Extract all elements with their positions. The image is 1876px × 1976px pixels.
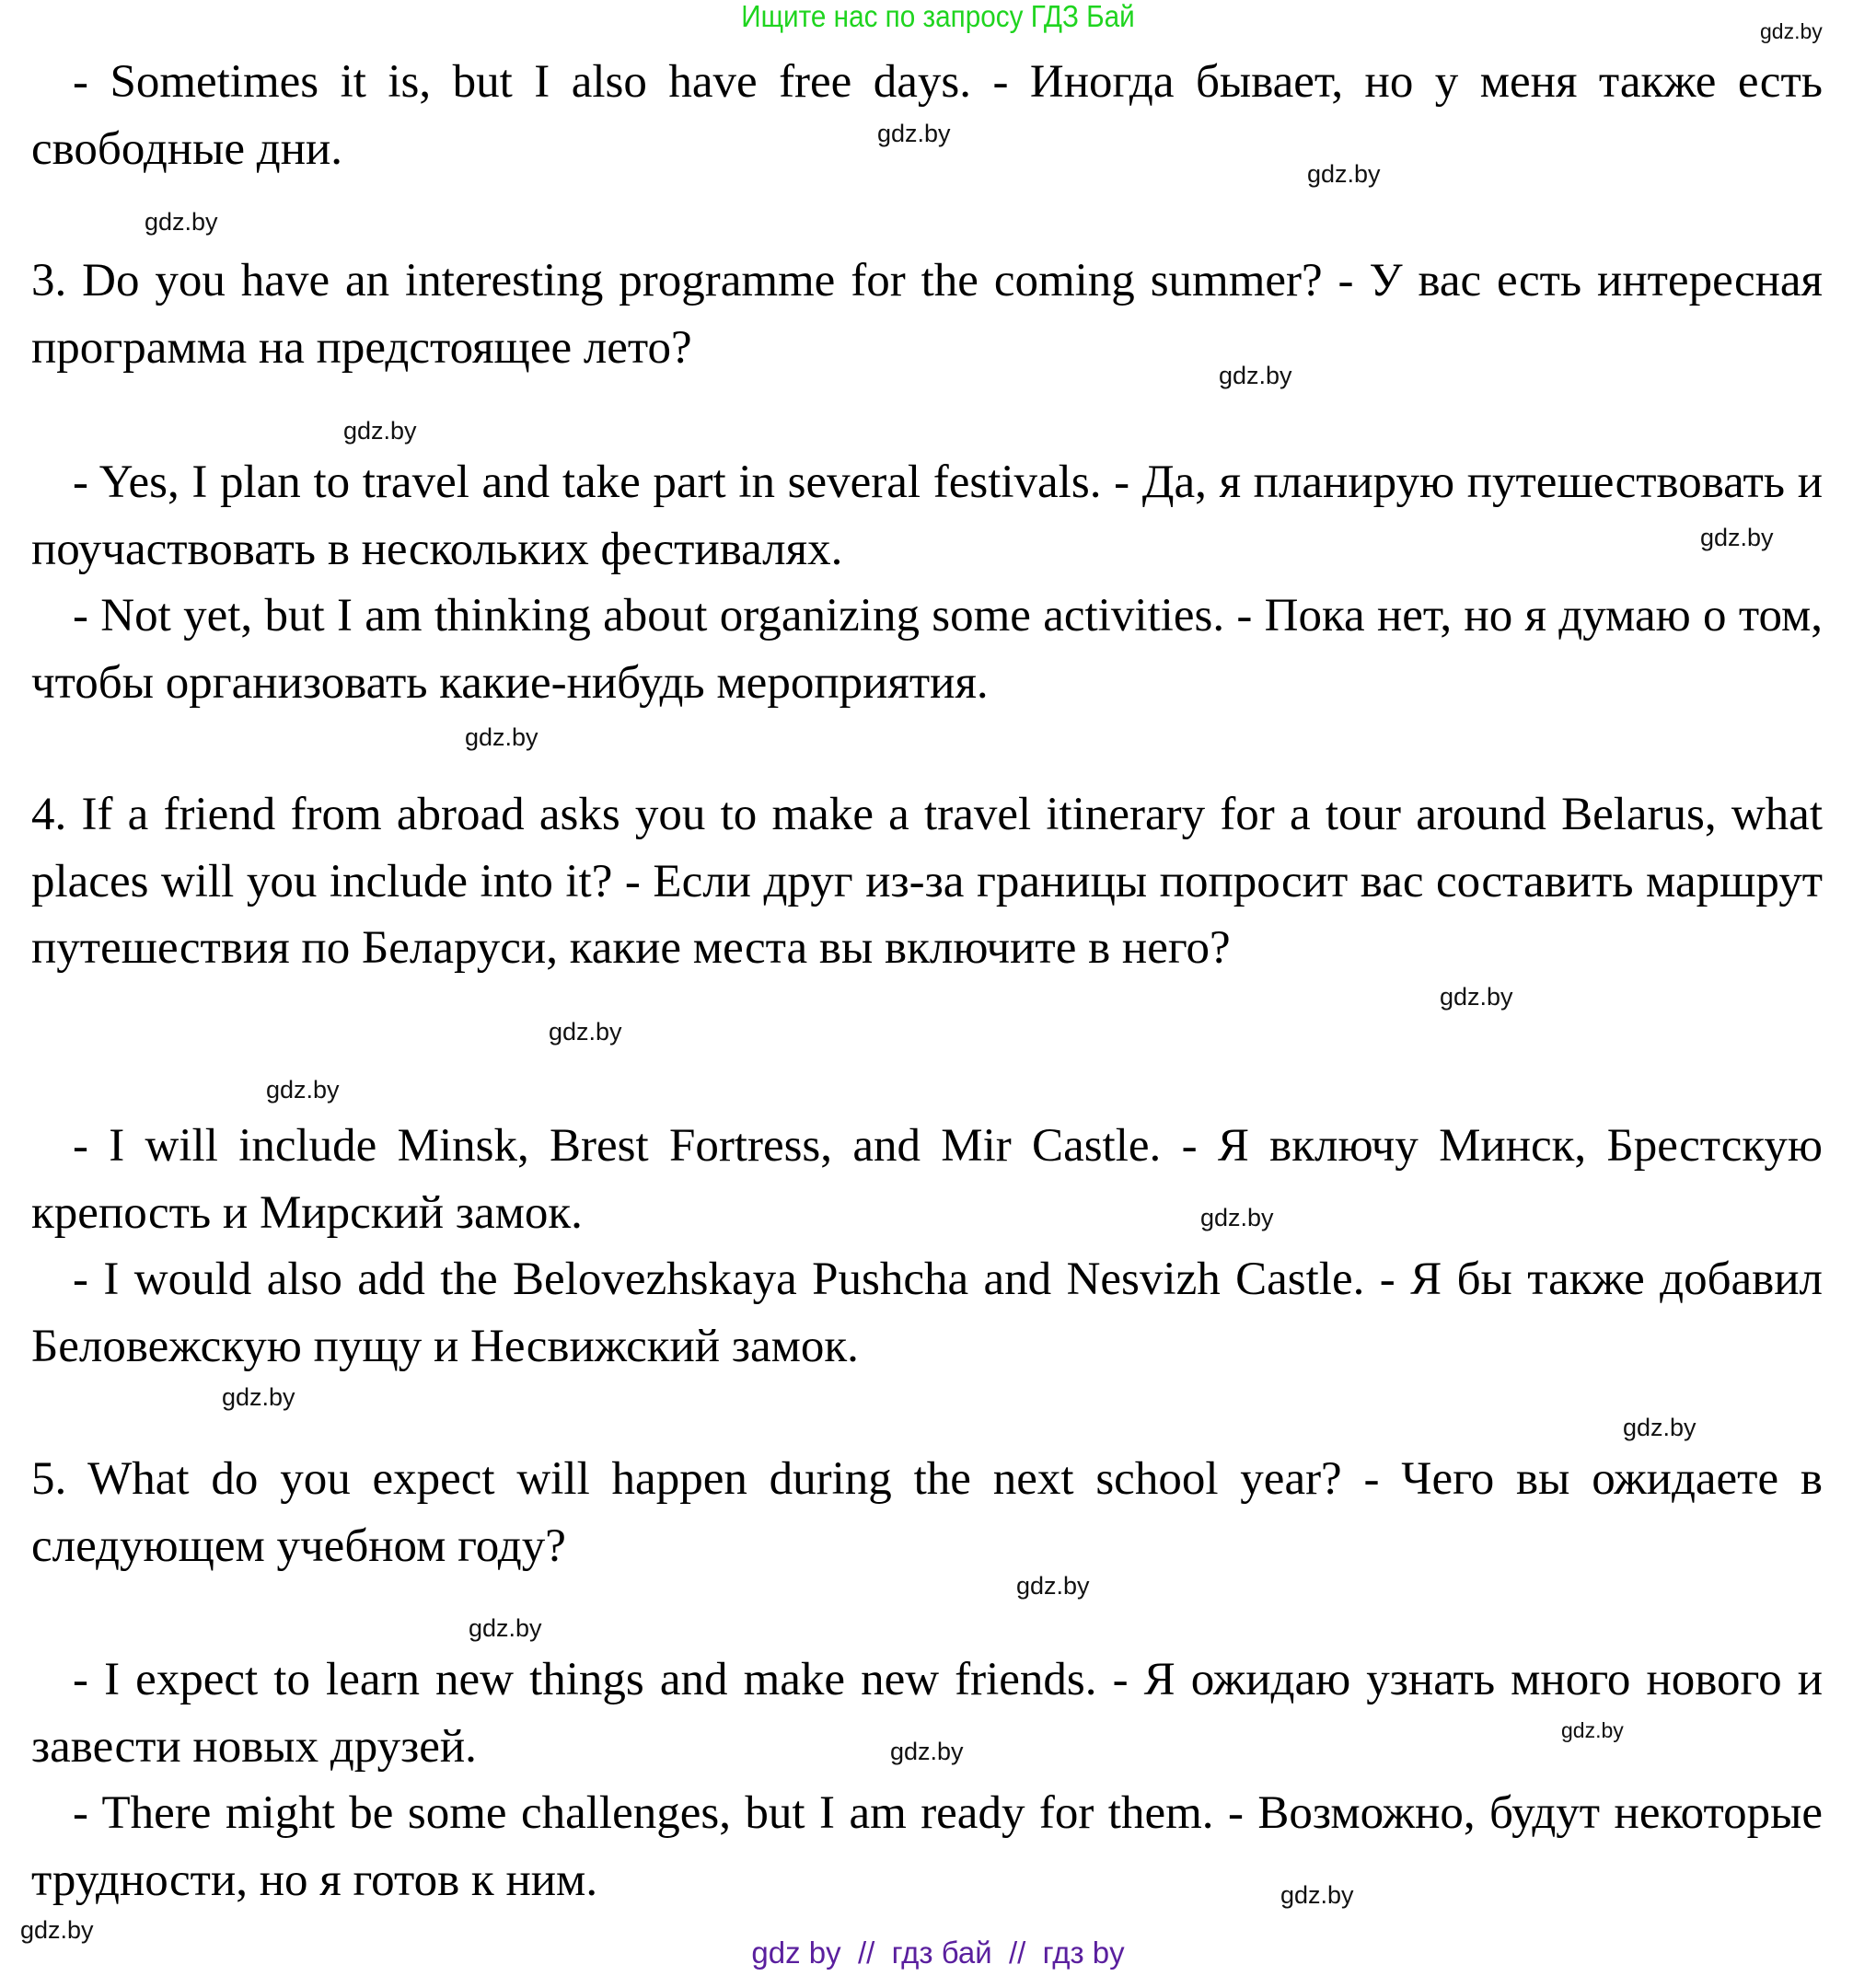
watermark: gdz.by xyxy=(266,1076,340,1104)
watermark: gdz.by xyxy=(469,1614,542,1642)
watermark: gdz.by xyxy=(1016,1572,1090,1600)
watermark: gdz.by xyxy=(549,1018,622,1046)
watermark: gdz.by xyxy=(1307,160,1381,188)
search-hint-header: Ищите нас по запросу ГДЗ Бай xyxy=(741,0,1135,33)
answer-paragraph: - Sometimes it is, but I also have free days. - Иногда бывает, но у меня также есть свободные дни. xyxy=(31,56,1823,175)
watermark: gdz.by xyxy=(1219,362,1292,389)
watermark: gdz.by xyxy=(20,1916,94,1944)
watermark: gdz.by xyxy=(877,120,951,147)
watermark: gdz.by xyxy=(1700,524,1774,551)
watermark: gdz.by xyxy=(1760,19,1823,43)
watermark: gdz.by xyxy=(145,208,218,236)
watermark: gdz.by xyxy=(890,1738,964,1765)
watermark: gdz.by xyxy=(465,723,538,751)
watermark: gdz.by xyxy=(1440,983,1513,1011)
watermark: gdz.by xyxy=(343,417,417,445)
site-footer: gdz by // гдз бай // гдз by xyxy=(751,1936,1125,1970)
answer-paragraph: - I expect to learn new things and make new friends. - Я ожидаю узнать много нового и завести новых друзей. xyxy=(31,1654,1823,1773)
answer-paragraph: - I would also add the Belovezhskaya Pushcha and Nesvizh Castle. - Я бы также добавил Беловежскую пущу и Несвижский замок. xyxy=(31,1254,1823,1372)
watermark: gdz.by xyxy=(1280,1881,1354,1909)
question-paragraph: 4. If a friend from abroad asks you to make a travel itinerary for a tour around Belarus, what places will you include into it? - Если друг из-за границы попросит вас составить маршрут путешествия по Беларуси, какие места вы включите в него? xyxy=(31,789,1823,974)
watermark: gdz.by xyxy=(1200,1204,1274,1231)
watermark: gdz.by xyxy=(1561,1718,1624,1742)
watermark: gdz.by xyxy=(222,1383,295,1411)
answer-paragraph: - Yes, I plan to travel and take part in several festivals. - Да, я планирую путешествовать и поучаствовать в нескольких фестивалях. xyxy=(31,456,1823,575)
answer-paragraph: - There might be some challenges, but I am ready for them. - Возможно, будут некоторые трудности, но я готов к ним. xyxy=(31,1787,1823,1906)
question-paragraph: 3. Do you have an interesting programme for the coming summer? - У вас есть интересная программа на предстоящее лето? xyxy=(31,255,1823,374)
watermark: gdz.by xyxy=(1623,1414,1697,1441)
answer-paragraph: - I will include Minsk, Brest Fortress, and Mir Castle. - Я включу Минск, Брестскую крепость и Мирский замок. xyxy=(31,1120,1823,1239)
question-paragraph: 5. What do you expect will happen during the next school year? - Чего вы ожидаете в следующем учебном году? xyxy=(31,1453,1823,1572)
answer-paragraph: - Not yet, but I am thinking about organizing some activities. - Пока нет, но я думаю о том, чтобы организовать какие-нибудь мероприятия. xyxy=(31,590,1823,709)
